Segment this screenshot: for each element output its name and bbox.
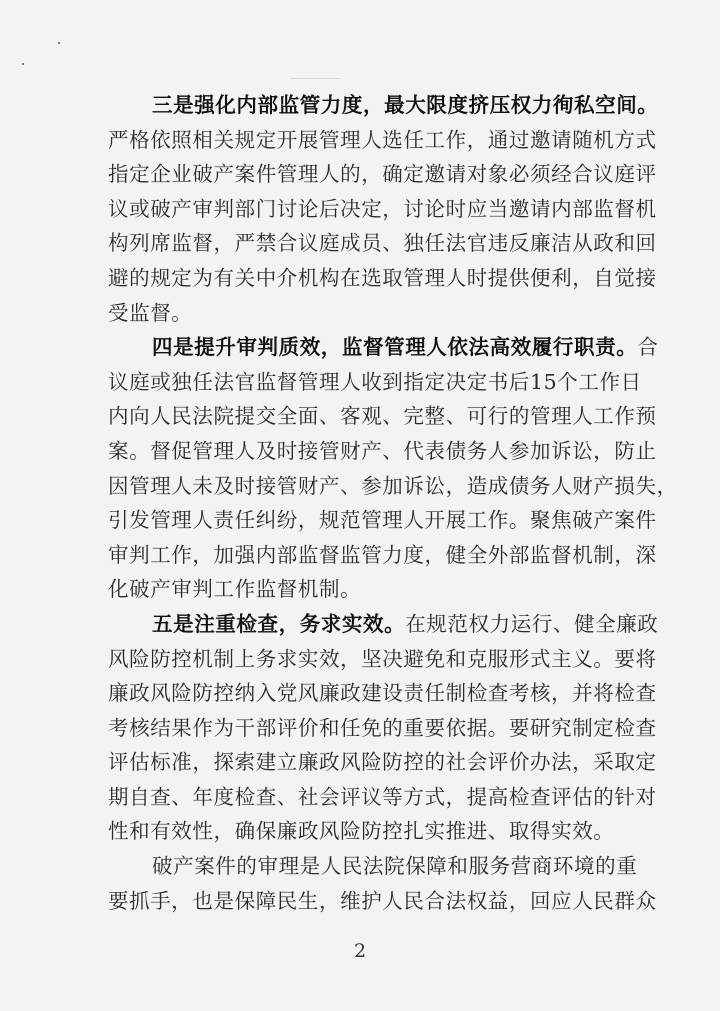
scan-speck xyxy=(22,63,24,65)
text-line: 案。督促管理人及时接管财产、代表债务人参加诉讼，防止 xyxy=(108,438,657,463)
text-line: 避的规定为有关中介机构在选取管理人时提供便利，自觉接 xyxy=(108,265,657,290)
text-line: 化破产审判工作监督机制。 xyxy=(108,577,362,602)
paragraph-first-line: 破产案件的审理是人民法院保障和服务营商环境的重 xyxy=(152,854,638,879)
text-line: 要抓手，也是保障民生，维护人民合法权益，回应人民群众 xyxy=(108,888,657,913)
page-number: 2 xyxy=(353,940,367,962)
text-line: 严格依照相关规定开展管理人选任工作，通过邀请随机方式 xyxy=(108,127,657,152)
text-line: 议庭或独任法官监督管理人收到指定决定书后15个工作日 xyxy=(108,369,642,394)
text-line: 议或破产审判部门讨论后决定，讨论时应当邀请内部监督机 xyxy=(108,196,657,221)
text-line: 因管理人未及时接管财产、参加诉讼，造成债务人财产损失， xyxy=(108,473,678,498)
text-line: 性和有效性，确保廉政风险防控扎实推进、取得实效。 xyxy=(108,819,615,844)
text-line: 受监督。 xyxy=(108,300,193,325)
text-line: 期自查、年度检查、社会评议等方式，提高检查评估的针对 xyxy=(108,784,657,809)
paragraph-heading: 四是提升审判质效，监督管理人依法高效履行职责。 xyxy=(152,335,638,360)
paragraph-heading: 五是注重检查，务求实效。 xyxy=(152,611,406,636)
paragraph-lead-line xyxy=(108,330,659,365)
paragraph-text: 在规范权力运行、健全廉政 xyxy=(405,611,659,636)
text-line: 廉政风险防控纳入党风廉政建设责任制检查考核，并将检查 xyxy=(108,681,657,706)
paragraph-lead-line xyxy=(108,607,659,642)
text-line: 内向人民法院提交全面、客观、完整、可行的管理人工作预 xyxy=(108,404,657,429)
scan-speck xyxy=(58,42,60,44)
body-text xyxy=(108,88,678,918)
text-line: 指定企业破产案件管理人的，确定邀请对象必须经合议庭评 xyxy=(108,162,657,187)
text-line: 考核结果作为干部评价和任免的重要依据。要研究制定检查 xyxy=(108,715,657,740)
paragraph-lead-line xyxy=(108,88,659,123)
text-line: 构列席监督，严禁合议庭成员、独任法官违反廉洁从政和回 xyxy=(108,231,657,256)
scan-line xyxy=(290,78,340,79)
text-line: 审判工作，加强内部监督监管力度，健全外部监督机制，深 xyxy=(108,542,657,567)
text-line: 评估标准，探索建立廉政风险防控的社会评价办法，采取定 xyxy=(108,750,657,775)
paragraph-heading: 三是强化内部监管力度，最大限度挤压权力徇私空间。 xyxy=(152,93,659,117)
text-line: 风险防控机制上务求实效，坚决避免和克服形式主义。要将 xyxy=(108,646,657,671)
text-line: 引发管理人责任纠纷，规范管理人开展工作。聚焦破产案件 xyxy=(108,508,657,533)
paragraph-text: 合 xyxy=(637,335,659,360)
